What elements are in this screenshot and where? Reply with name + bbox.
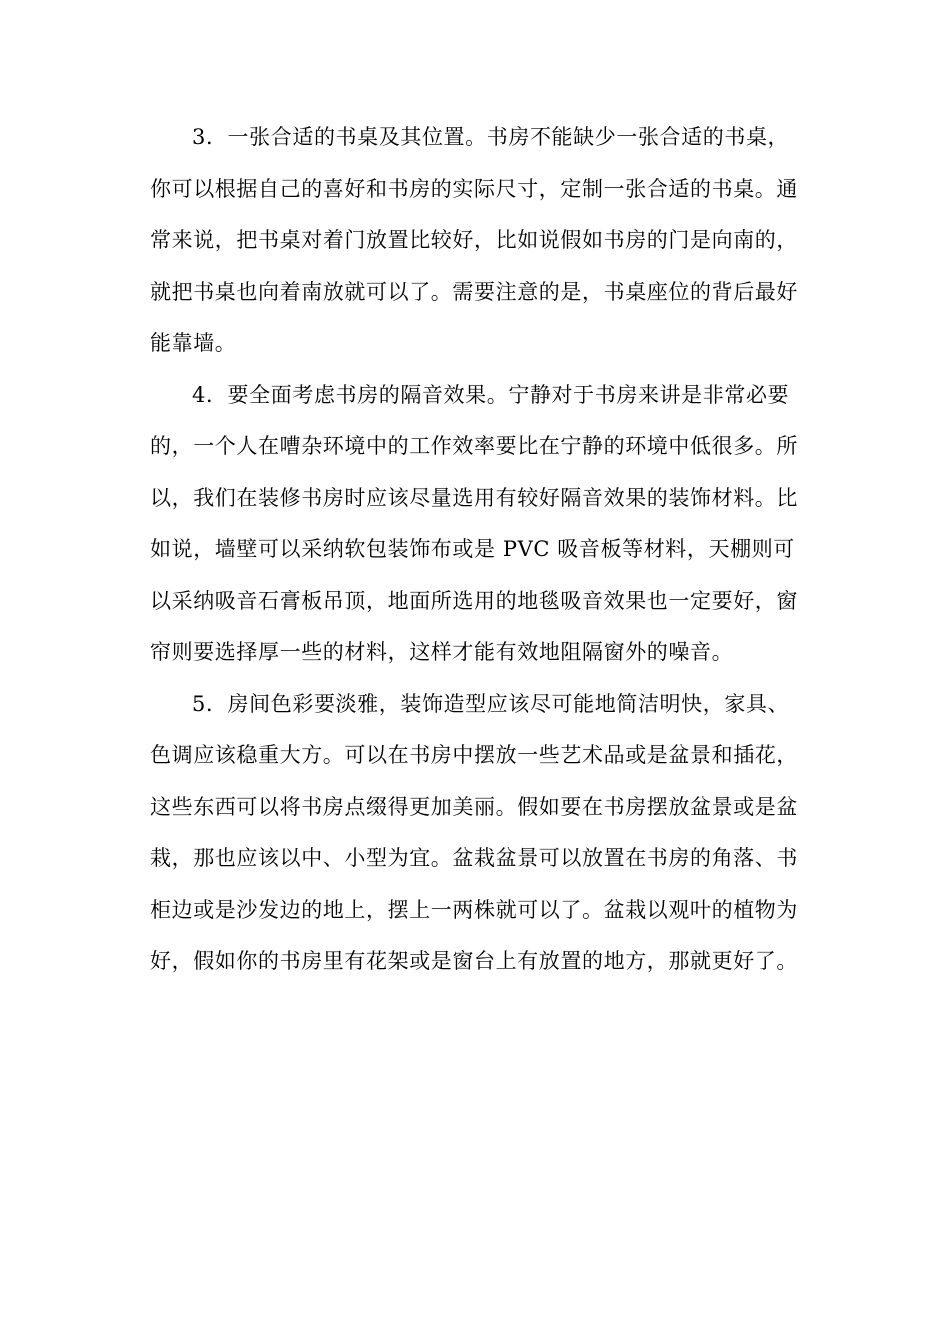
- paragraph-soundproofing: 4．要全面考虑书房的隔音效果。宁静对于书房来讲是非常必要的，一个人在嘈杂环境中的工作效率要比在宁静的环境中低很多。所以，我们在装修书房时应该尽量选用有较好隔音效果的装饰材料。比如说，墙壁可以采纳软包装饰布或是 PVC 吸音板等材料，天棚则可以采纳吸音石膏板吊顶，地面所选用的地毯吸音效果也一定要好，窗帘则要选择厚一些的材料，这样才能有效地阻隔窗外的噪音。: [150, 382, 798, 664]
- paragraph-desk: 3．一张合适的书桌及其位置。书房不能缺少一张合适的书桌，你可以根据自己的喜好和书房的实际尺寸，定制一张合适的书桌。通常来说，把书桌对着门放置比较好，比如说假如书房的门是向南的，就把书桌也向着南放就可以了。需要注意的是，书桌座位的背后最好能靠墙。: [150, 125, 798, 355]
- document-body: [150, 112, 800, 988]
- paragraph-colors-decoration: 5．房间色彩要淡雅，装饰造型应该尽可能地简洁明快，家具、色调应该稳重大方。可以在书房中摆放一些艺术品或是盆景和插花，这些东西可以将书房点缀得更加美丽。假如要在书房摆放盆景或是盆栽，那也应该以中、小型为宜。盆栽盆景可以放置在书房的角落、书柜边或是沙发边的地上，摆上一两株就可以了。盆栽以观叶的植物为好，假如你的书房里有花架或是窗台上有放置的地方，那就更好了。: [150, 691, 798, 973]
